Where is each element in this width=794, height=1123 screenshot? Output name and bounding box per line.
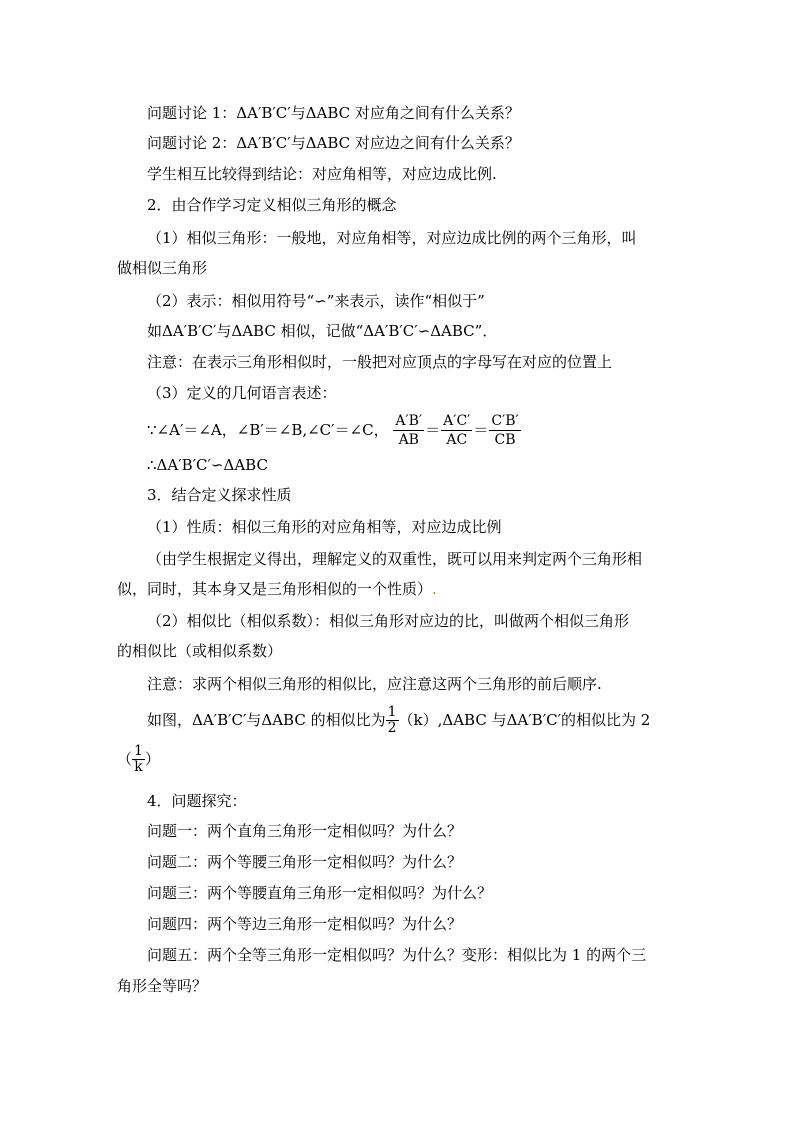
fraction-denominator: CB [494,431,516,448]
discussion-question-1: 问题讨论 1：ΔA′B′C′与ΔABC 对应角之间有什么关系？ [147,104,520,122]
notation-definition: （2）表示：相似用符号“∽”来表示，读作“相似于” [147,292,485,310]
question-5-line-1: 问题五：两个全等三角形一定相似吗？为什么？变形：相似比为 1 的两个三 [147,946,647,964]
explanation-line-1: （由学生根据定义得出，理解定义的双重性，既可以用来判定两个三角形相 [147,550,643,568]
section-2-heading: 2．由合作学习定义相似三角形的概念 [147,196,397,214]
discussion-question-2: 问题讨论 2：ΔA′B′C′与ΔABC 对应边之间有什么关系？ [147,134,520,152]
fraction-numerator: A′C′ [443,412,471,429]
because-clause: ∵∠A′＝∠A，∠B′＝∠B,∠C′＝∠C， [147,421,389,439]
fraction-denominator: AB [398,431,419,448]
question-5-line-2: 角形全等吗？ [117,977,208,995]
question-4: 问题四：两个等边三角形一定相似吗？为什么？ [147,915,463,933]
definition-1-line-2: 做相似三角形 [117,259,208,277]
notation-example: 如ΔA′B′C′与ΔABC 相似，记做“ΔA′B′C′∽ΔABC”． [147,322,498,340]
fraction-numerator: C′B′ [491,412,519,429]
equals-sign: ＝ [473,421,489,439]
figure-ratio-prefix: 如图，ΔA′B′C′与ΔABC 的相似比为 [147,711,386,729]
ratio-fraction-ab [393,413,424,448]
fraction-numerator: 1 [134,742,143,759]
conclusion-text: 学生相互比较得到结论：对应角相等，对应边成比例. [147,165,497,183]
fraction-denominator: k [134,758,143,775]
equals-sign: ＝ [425,421,441,439]
note-order: 注意：求两个相似三角形的相似比，应注意这两个三角形的前后顺序. [147,675,602,693]
open-paren: （ [117,750,133,768]
note-correspondence: 注意：在表示三角形相似时，一般把对应顶点的字母写在对应的位置上 [147,353,613,371]
half-fraction [386,705,399,736]
explanation-period: . [432,580,437,598]
therefore-clause: ∴ΔA′B′C′∽ΔABC [147,456,268,474]
similarity-ratio-line-1: （2）相似比（相似系数）：相似三角形对应边的比，叫做两个相似三角形 [147,612,630,630]
figure-ratio-continuation [117,740,160,777]
explanation-text: 似，同时，其本身又是三角形相似的一个性质） [117,580,433,598]
question-2: 问题二：两个等腰三角形一定相似吗？为什么？ [147,853,463,871]
property-1: （1）性质：相似三角形的对应角相等，对应边成比例 [147,518,502,536]
fraction-numerator: 1 [387,703,397,720]
geometric-statement [147,409,521,450]
section-4-heading: 4．问题探究： [147,792,247,810]
question-1: 问题一：两个直角三角形一定相似吗？为什么？ [147,822,463,840]
definition-3-heading: （3）定义的几何语言表述： [147,384,337,402]
ratio-fraction-ac [441,413,472,448]
ratio-fraction-cb [489,413,520,448]
figure-ratio-statement [147,701,650,738]
similarity-ratio-line-2: 的相似比（或相似系数） [117,642,283,660]
explanation-line-2 [117,580,437,598]
fraction-denominator: AC [446,431,468,448]
fraction-numerator: A′B′ [395,412,423,429]
definition-1-line-1: （1）相似三角形：一般地，对应角相等，对应边成比例的两个三角形，叫 [147,229,637,247]
figure-ratio-suffix: （k）,ΔABC 与ΔA′B′C′的相似比为 2 [398,711,651,729]
question-3: 问题三：两个等腰直角三角形一定相似吗？为什么？ [147,884,493,902]
fraction-denominator: 2 [387,719,397,736]
section-3-heading: 3．结合定义探求性质 [147,486,292,504]
reciprocal-fraction [132,744,145,775]
close-paren: ） [144,750,160,768]
